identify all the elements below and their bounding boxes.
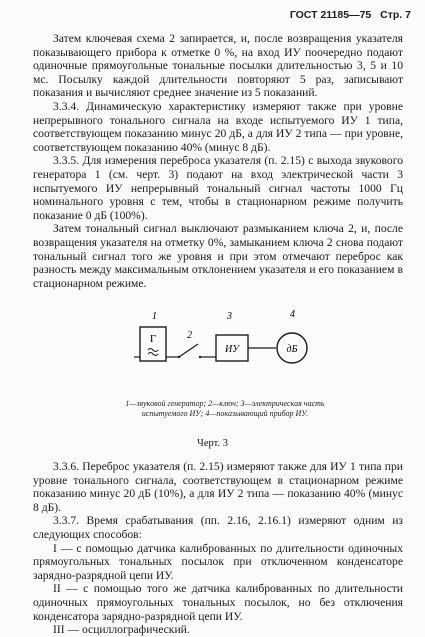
paragraph: 3.3.7. Время срабатывания (пп. 2.16, 2.16.1) измеряют одним из следующих способов: (33, 514, 403, 541)
figure-caption: 1—звуковой генератор; 2—ключ; 3—электрическая часть испытуемого ИУ; 4—показывающий прибор ИУ. (125, 399, 325, 418)
paragraph: 3.3.6. Переброс указателя (п. 2.15) измеряют также для ИУ 1 типа при уровне тонального сигнала, соответствующем в стационарном режиме показанию минус 20 дБ (10%), а для ИУ 2 типа — показанию 40% (минус 8 дБ). (33, 460, 403, 514)
page-number: Стр. 7 (380, 9, 411, 21)
label-1: 1 (152, 311, 157, 322)
bottom-text (33, 460, 403, 637)
label-2: 2 (187, 330, 192, 341)
generator-label: Г (149, 333, 157, 345)
list-item: III — осциллографический. (53, 623, 190, 637)
top-text (33, 32, 403, 290)
device-under-test-label: ИУ (225, 344, 239, 355)
label-3: 3 (227, 311, 232, 322)
meter-label: дБ (286, 344, 298, 355)
sine-icon (148, 349, 158, 356)
list-item: II — с помощью того же датчика калиброванных по длительности одиночных прямоугольных тональных посылок, но без отключения конденсатора зарядно-разрядной цепи ИУ. (33, 582, 403, 623)
list-item: I — с помощью датчика калиброванных по длительности одиночных прямоугольных тональных посылок при отключенном конденсаторе зарядно-разрядной цепи ИУ. (33, 541, 403, 582)
circuit-diagram (120, 305, 340, 385)
switch-lever (179, 344, 198, 357)
paragraph: Затем тональный сигнал выключают размыканием ключа 2, и, после возвращения указателя на отметку 0%, замыканием ключа 2 снова подают тональный сигнал того же уровня и при этом отмечают переброс как разность между максимальным отклонением указателя и его показанием в стационарном режиме. (33, 222, 403, 290)
label-4: 4 (290, 309, 295, 320)
figure-label: Черт. 3 (197, 438, 228, 449)
paragraph: 3.3.4. Динамическую характеристику измеряют также при уровне непрерывного тонального сигнала на входе испытуемого ИУ 1 типа, соответствующем показанию минус 20 дБ, а для ИУ 2 типа — при уровне, соответствующем показанию 40% (минус 8 дБ). (33, 99, 403, 154)
paragraph: Затем ключевая схема 2 запирается, и, после возвращения указателя показывающего прибора к отметке 0 %, на вход ИУ поочередно подают одиночные прямоугольные тональные посылки длительностью 3, 5 и 10 мс. Посылку каждой длительности повторяют 5 раз, записывают показания и вычисляют среднее значение из 5 показаний. (33, 32, 403, 100)
standard-code: ГОСТ 21185—75 (289, 9, 372, 21)
page-header (290, 9, 411, 21)
paragraph: 3.3.5. Для измерения переброса указателя (п. 2.15) с выхода звукового генератора 1 (см. черт. 3) подают на вход электрической части 3 испытуемого ИУ непрерывный тональный сигнал частоты 1000 Гц номинального уровня с тем, чтобы в стационарном режиме получить показание 0 дБ (100%). (33, 154, 403, 222)
